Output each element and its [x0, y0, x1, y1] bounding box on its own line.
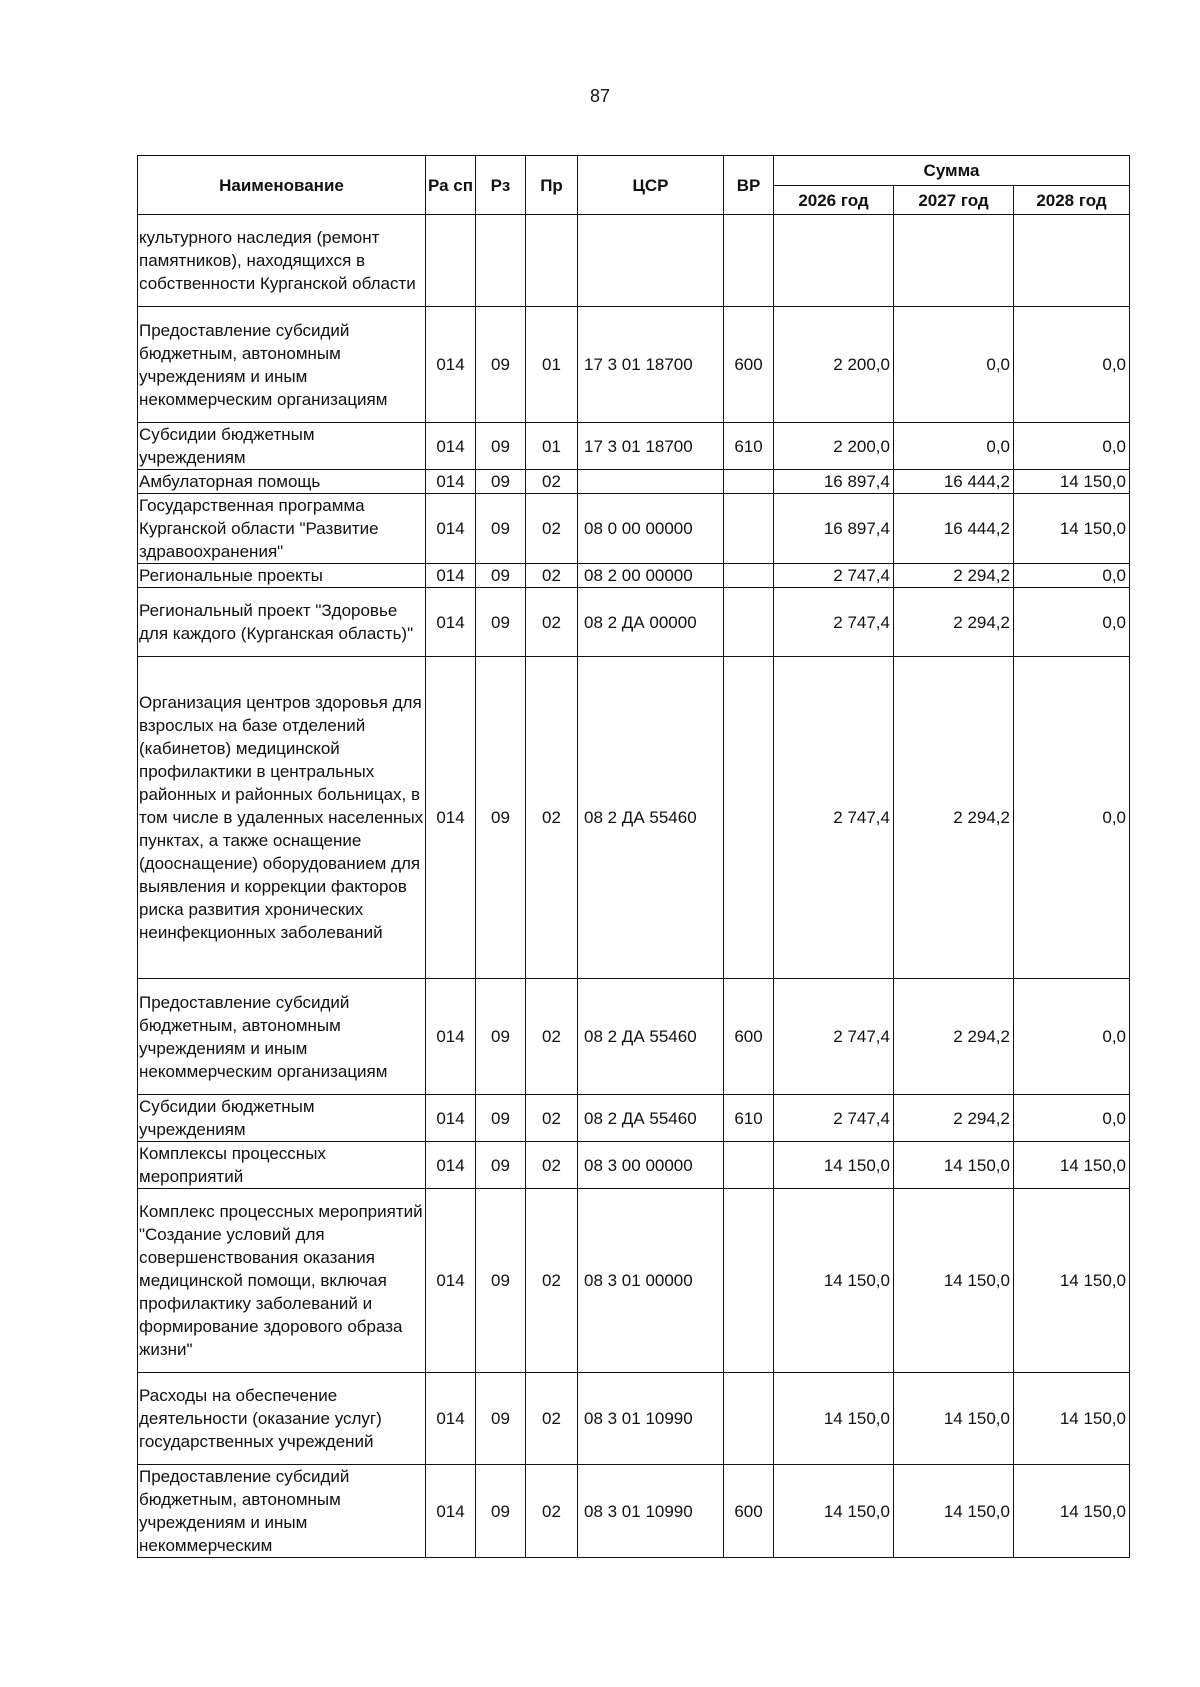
row-amount-2028: 14 150,0 — [1014, 1189, 1130, 1373]
row-amount-2027: 2 294,2 — [894, 588, 1014, 657]
row-pr: 02 — [526, 1142, 578, 1189]
row-name: Региональные проекты — [138, 564, 426, 588]
row-name: Организация центров здоровья для взрослых на базе отделений (кабинетов) медицинской профилактики в центральных районных и районных больницах, в том числе в удаленных населенных пунктах, а также оснащение (дооснащение) оборудованием для выявления и коррекции факторов риска развития хронических неинфекционных заболеваний — [138, 657, 426, 979]
row-amount-2026: 14 150,0 — [774, 1142, 894, 1189]
row-name: Региональный проект "Здоровье для каждого (Курганская область)" — [138, 588, 426, 657]
row-pr: 02 — [526, 564, 578, 588]
row-vr — [724, 564, 774, 588]
row-rasp: 014 — [426, 1465, 476, 1558]
header-rasp: Ра сп — [426, 156, 476, 215]
row-rz: 09 — [476, 979, 526, 1095]
row-amount-2026: 2 747,4 — [774, 979, 894, 1095]
row-rz: 09 — [476, 1095, 526, 1142]
row-amount-2028 — [1014, 215, 1130, 307]
row-csr: 08 2 ДА 55460 — [578, 1095, 724, 1142]
row-rasp: 014 — [426, 1095, 476, 1142]
row-amount-2028: 0,0 — [1014, 307, 1130, 423]
row-rasp: 014 — [426, 307, 476, 423]
row-amount-2026: 2 200,0 — [774, 423, 894, 470]
row-csr: 08 3 01 00000 — [578, 1189, 724, 1373]
row-csr: 08 3 00 00000 — [578, 1142, 724, 1189]
header-year-2028: 2028 год — [1014, 186, 1130, 215]
row-amount-2026: 2 200,0 — [774, 307, 894, 423]
row-amount-2027: 16 444,2 — [894, 494, 1014, 564]
row-amount-2026: 2 747,4 — [774, 657, 894, 979]
row-pr: 02 — [526, 979, 578, 1095]
row-pr: 02 — [526, 1189, 578, 1373]
row-name: Предоставление субсидий бюджетным, автономным учреждениям и иным некоммерческим — [138, 1465, 426, 1558]
header-vr: ВР — [724, 156, 774, 215]
row-amount-2026: 14 150,0 — [774, 1189, 894, 1373]
row-csr: 17 3 01 18700 — [578, 423, 724, 470]
row-amount-2027: 2 294,2 — [894, 657, 1014, 979]
row-amount-2028: 0,0 — [1014, 423, 1130, 470]
row-rasp: 014 — [426, 1189, 476, 1373]
row-rasp: 014 — [426, 494, 476, 564]
row-vr — [724, 1373, 774, 1465]
header-csr: ЦСР — [578, 156, 724, 215]
table-row — [138, 1189, 1130, 1373]
row-csr: 08 3 01 10990 — [578, 1373, 724, 1465]
table-row — [138, 657, 1130, 979]
row-pr: 02 — [526, 1095, 578, 1142]
row-rz: 09 — [476, 470, 526, 494]
row-amount-2027: 14 150,0 — [894, 1189, 1014, 1373]
row-vr — [724, 588, 774, 657]
row-pr: 01 — [526, 307, 578, 423]
table-row — [138, 588, 1130, 657]
row-rasp: 014 — [426, 470, 476, 494]
row-csr: 08 0 00 00000 — [578, 494, 724, 564]
row-amount-2026: 16 897,4 — [774, 470, 894, 494]
row-amount-2027 — [894, 215, 1014, 307]
table-row — [138, 423, 1130, 470]
row-amount-2027: 0,0 — [894, 423, 1014, 470]
table-row — [138, 1142, 1130, 1189]
page-number: 87 — [589, 86, 611, 106]
row-rz: 09 — [476, 1142, 526, 1189]
table-row — [138, 1465, 1130, 1558]
row-rasp: 014 — [426, 1373, 476, 1465]
row-name: Субсидии бюджетным учреждениям — [138, 423, 426, 470]
row-csr: 08 2 ДА 55460 — [578, 979, 724, 1095]
row-pr: 02 — [526, 588, 578, 657]
row-name: Комплекс процессных мероприятий "Создание условий для совершенствования оказания медицинской помощи, включая профилактику заболеваний и формирование здорового образа жизни" — [138, 1189, 426, 1373]
row-pr: 02 — [526, 1373, 578, 1465]
row-amount-2028: 14 150,0 — [1014, 1142, 1130, 1189]
row-rz: 09 — [476, 657, 526, 979]
row-vr: 600 — [724, 979, 774, 1095]
row-name: Предоставление субсидий бюджетным, автономным учреждениям и иным некоммерческим организациям — [138, 307, 426, 423]
row-rz: 09 — [476, 564, 526, 588]
table-row — [138, 494, 1130, 564]
row-amount-2028: 14 150,0 — [1014, 494, 1130, 564]
row-amount-2026: 14 150,0 — [774, 1465, 894, 1558]
row-amount-2027: 2 294,2 — [894, 1095, 1014, 1142]
header-pr: Пр — [526, 156, 578, 215]
row-rz: 09 — [476, 1465, 526, 1558]
row-vr — [724, 215, 774, 307]
row-amount-2026: 2 747,4 — [774, 564, 894, 588]
row-amount-2026: 2 747,4 — [774, 1095, 894, 1142]
row-csr: 17 3 01 18700 — [578, 307, 724, 423]
row-pr: 02 — [526, 657, 578, 979]
row-name: культурного наследия (ремонт памятников), находящихся в собственности Курганской области — [138, 215, 426, 307]
row-pr: 02 — [526, 494, 578, 564]
row-amount-2028: 14 150,0 — [1014, 1373, 1130, 1465]
row-rasp: 014 — [426, 1142, 476, 1189]
budget-table — [137, 155, 1130, 1558]
table-header-row — [138, 156, 1130, 186]
row-amount-2027: 2 294,2 — [894, 979, 1014, 1095]
row-amount-2027: 14 150,0 — [894, 1373, 1014, 1465]
row-pr — [526, 215, 578, 307]
table-row — [138, 979, 1130, 1095]
row-vr — [724, 1142, 774, 1189]
row-rz: 09 — [476, 1373, 526, 1465]
row-amount-2028: 0,0 — [1014, 657, 1130, 979]
header-year-2027: 2027 год — [894, 186, 1014, 215]
row-amount-2027: 2 294,2 — [894, 564, 1014, 588]
row-name: Комплексы процессных мероприятий — [138, 1142, 426, 1189]
row-csr: 08 2 00 00000 — [578, 564, 724, 588]
row-rasp: 014 — [426, 657, 476, 979]
row-pr: 01 — [526, 423, 578, 470]
row-vr: 600 — [724, 307, 774, 423]
row-name: Предоставление субсидий бюджетным, автономным учреждениям и иным некоммерческим организациям — [138, 979, 426, 1095]
row-rz: 09 — [476, 1189, 526, 1373]
header-name: Наименование — [138, 156, 426, 215]
table-row — [138, 470, 1130, 494]
row-amount-2026: 16 897,4 — [774, 494, 894, 564]
row-amount-2027: 14 150,0 — [894, 1142, 1014, 1189]
row-rz: 09 — [476, 494, 526, 564]
row-amount-2026: 2 747,4 — [774, 588, 894, 657]
row-vr: 600 — [724, 1465, 774, 1558]
row-rz: 09 — [476, 588, 526, 657]
row-amount-2026: 14 150,0 — [774, 1373, 894, 1465]
row-vr — [724, 494, 774, 564]
row-vr: 610 — [724, 1095, 774, 1142]
row-amount-2028: 0,0 — [1014, 1095, 1130, 1142]
row-rz: 09 — [476, 423, 526, 470]
row-amount-2027: 14 150,0 — [894, 1465, 1014, 1558]
row-amount-2028: 14 150,0 — [1014, 470, 1130, 494]
row-rasp: 014 — [426, 564, 476, 588]
row-amount-2028: 0,0 — [1014, 588, 1130, 657]
header-year-2026: 2026 год — [774, 186, 894, 215]
row-name: Субсидии бюджетным учреждениям — [138, 1095, 426, 1142]
row-csr: 08 3 01 10990 — [578, 1465, 724, 1558]
table-row — [138, 564, 1130, 588]
row-rasp — [426, 215, 476, 307]
table-row — [138, 215, 1130, 307]
row-csr: 08 2 ДА 55460 — [578, 657, 724, 979]
row-vr — [724, 657, 774, 979]
row-csr — [578, 470, 724, 494]
row-csr: 08 2 ДА 00000 — [578, 588, 724, 657]
row-amount-2027: 16 444,2 — [894, 470, 1014, 494]
row-amount-2027: 0,0 — [894, 307, 1014, 423]
row-amount-2026 — [774, 215, 894, 307]
header-sum: Сумма — [774, 156, 1130, 186]
row-pr: 02 — [526, 470, 578, 494]
row-rasp: 014 — [426, 588, 476, 657]
row-rasp: 014 — [426, 979, 476, 1095]
header-rz: Рз — [476, 156, 526, 215]
row-amount-2028: 14 150,0 — [1014, 1465, 1130, 1558]
row-amount-2028: 0,0 — [1014, 979, 1130, 1095]
table-row — [138, 1095, 1130, 1142]
row-rasp: 014 — [426, 423, 476, 470]
row-vr: 610 — [724, 423, 774, 470]
table-body — [138, 215, 1130, 1558]
row-rz — [476, 215, 526, 307]
row-name: Государственная программа Курганской области "Развитие здравоохранения" — [138, 494, 426, 564]
row-name: Амбулаторная помощь — [138, 470, 426, 494]
table-row — [138, 307, 1130, 423]
row-rz: 09 — [476, 307, 526, 423]
table-row — [138, 1373, 1130, 1465]
row-name: Расходы на обеспечение деятельности (оказание услуг) государственных учреждений — [138, 1373, 426, 1465]
row-csr — [578, 215, 724, 307]
row-vr — [724, 470, 774, 494]
row-vr — [724, 1189, 774, 1373]
row-amount-2028: 0,0 — [1014, 564, 1130, 588]
row-pr: 02 — [526, 1465, 578, 1558]
